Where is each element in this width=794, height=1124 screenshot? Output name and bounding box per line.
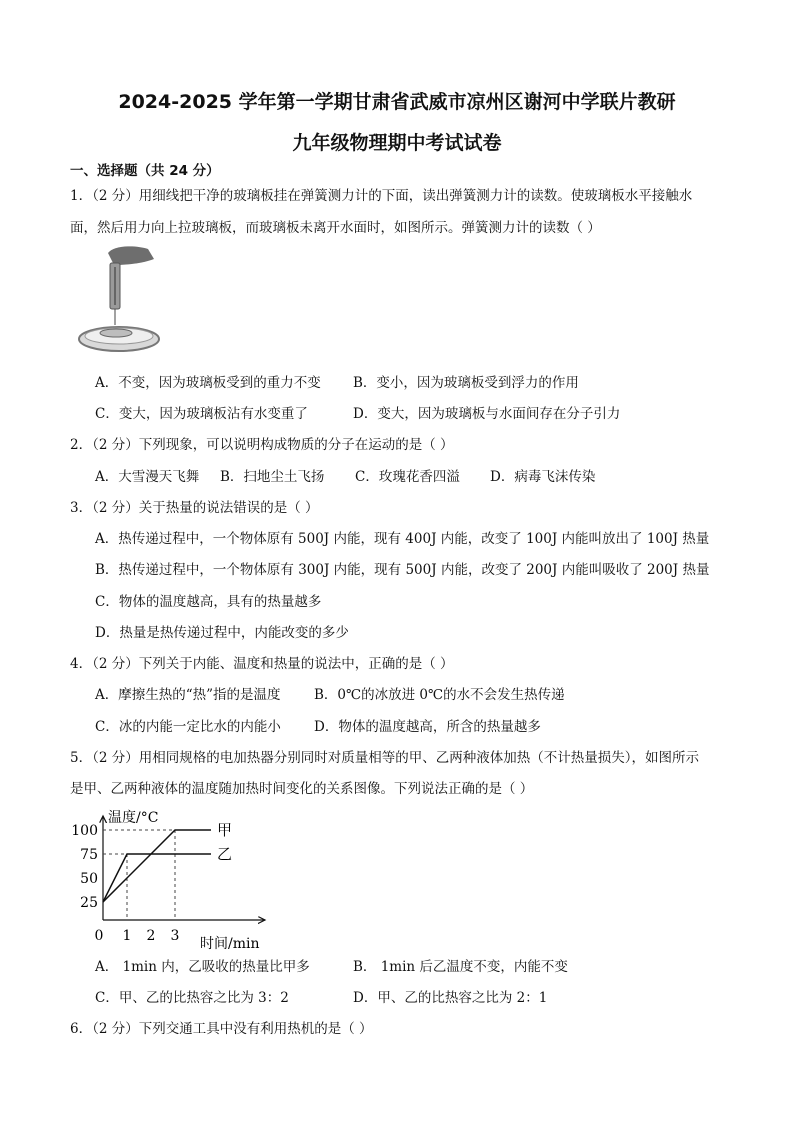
hand-shape: [108, 246, 154, 265]
q3-option-a[interactable]: A．热传递过程中，一个物体原有 500J 内能，现有 400J 内能，改变了 100J 内能叫放出了 100J 热量: [95, 531, 710, 547]
q3-option-b[interactable]: B．热传递过程中，一个物体原有 300J 内能，现有 500J 内能，改变了 200J 内能叫吸收了 200J 热量: [95, 562, 710, 578]
y-axis-label: 温度/°C: [108, 810, 159, 826]
q3-stem: 3．（2 分）关于热量的说法错误的是（ ）: [70, 500, 319, 516]
q1-figure: [74, 245, 174, 357]
y-tick-label: 50: [80, 871, 98, 887]
q1-stem-line2: 面，然后用力向上拉玻璃板，而玻璃板未离开水面时，如图所示。弹簧测力计的读数（ ）: [70, 220, 601, 236]
q3-option-d[interactable]: D．热量是热传递过程中，内能改变的多少: [95, 625, 349, 641]
q5-option-a[interactable]: A． 1min 内，乙吸收的热量比甲多: [95, 959, 310, 975]
q5-stem-line2: 是甲、乙两种液体的温度随加热时间变化的关系图像。下列说法正确的是（ ）: [70, 781, 534, 797]
q4-option-b[interactable]: B．0℃的冰放进 0℃的水不会发生热传递: [314, 687, 565, 703]
series-line-jia: [103, 830, 211, 902]
q5-option-c[interactable]: C．甲、乙的比热容之比为 3：2: [95, 990, 289, 1006]
exam-subtitle: 九年级物理期中考试试卷: [292, 132, 502, 154]
series-label: 乙: [217, 845, 233, 863]
q5-option-d[interactable]: D．甲、乙的比热容之比为 2：1: [353, 990, 548, 1006]
q5-chart: [70, 802, 280, 954]
series-line-yi: [103, 854, 211, 902]
q5-option-b[interactable]: B． 1min 后乙温度不变，内能不变: [353, 959, 568, 975]
x-tick-label: 1: [122, 928, 132, 944]
q2-option-d[interactable]: D．病毒飞沫传染: [490, 469, 596, 485]
glass-plate: [100, 329, 132, 337]
x-tick-label: 0: [94, 928, 104, 944]
x-tick-label: 3: [170, 928, 180, 944]
q4-option-d[interactable]: D．物体的温度越高，所含的热量越多: [314, 719, 541, 735]
q4-option-a[interactable]: A．摩擦生热的“热”指的是温度: [95, 687, 281, 703]
q1-option-d[interactable]: D．变大，因为玻璃板与水面间存在分子引力: [353, 406, 621, 422]
q2-option-b[interactable]: B．扫地尘土飞扬: [220, 469, 325, 485]
q5-stem-line1: 5．（2 分）用相同规格的电加热器分别同时对质量相等的甲、乙两种液体加热（不计热量损失），如图所示: [70, 750, 699, 766]
q1-option-b[interactable]: B．变小，因为玻璃板受到浮力的作用: [353, 375, 579, 391]
spring-scale-illustration: [74, 245, 174, 357]
q3-option-c[interactable]: C．物体的温度越高，具有的热量越多: [95, 594, 322, 610]
q2-option-c[interactable]: C．玫瑰花香四溢: [355, 469, 460, 485]
y-tick-label: 100: [71, 823, 98, 839]
q1-option-a[interactable]: A．不变，因为玻璃板受到的重力不变: [95, 375, 321, 391]
y-tick-label: 75: [80, 847, 98, 863]
y-tick-label: 25: [80, 895, 98, 911]
temperature-time-graph: [70, 802, 280, 954]
exam-title: 2024-2025 学年第一学期甘肃省武威市凉州区谢河中学联片教研: [118, 91, 676, 113]
q4-stem: 4．（2 分）下列关于内能、温度和热量的说法中，正确的是（ ）: [70, 656, 454, 672]
q2-option-a[interactable]: A．大雪漫天飞舞: [95, 469, 200, 485]
q2-stem: 2．（2 分）下列现象，可以说明构成物质的分子在运动的是（ ）: [70, 437, 454, 453]
series-label: 甲: [217, 821, 233, 839]
x-tick-label: 2: [146, 928, 156, 944]
q6-stem: 6．（2 分）下列交通工具中没有利用热机的是（ ）: [70, 1021, 373, 1037]
q4-option-c[interactable]: C．冰的内能一定比水的内能小: [95, 719, 281, 735]
q1-stem-line1: 1．（2 分）用细线把干净的玻璃板挂在弹簧测力计的下面，读出弹簧测力计的读数。使玻璃板水平接触水: [70, 188, 693, 204]
x-axis-label: 时间/min: [200, 936, 260, 952]
section-heading: 一、选择题（共 24 分）: [70, 163, 220, 179]
q1-option-c[interactable]: C．变大，因为玻璃板沾有水变重了: [95, 406, 308, 422]
